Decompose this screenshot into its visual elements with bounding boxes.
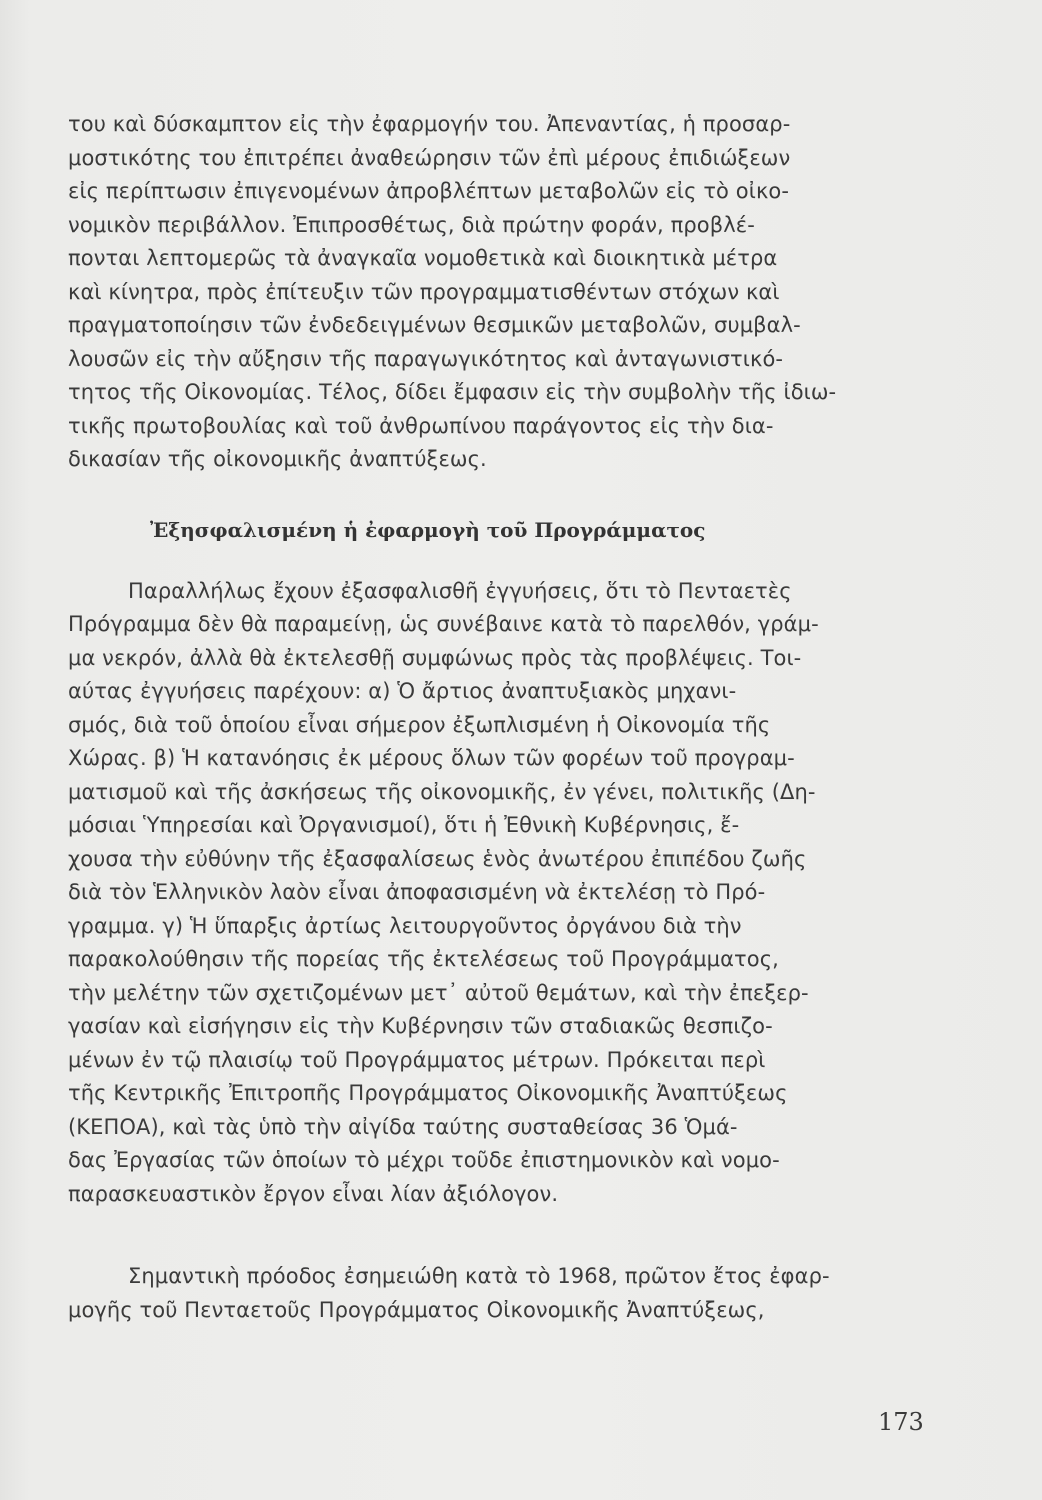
text-line: τῆς Κεντρικῆς Ἐπιτροπῆς Προγράμματος Οἰκονομικῆς Ἀναπτύξεως — [68, 1081, 788, 1105]
text-line: του καὶ δύσκαμπτον εἰς τὴν ἐφαρμογήν του. Ἀπεναντίας, ἡ προσαρ- — [68, 112, 791, 136]
section-heading: Ἐξησφαλισμένη ἡ ἐφαρμογὴ τοῦ Προγράμματος — [150, 517, 706, 542]
text-line: δικασίαν τῆς οἰκονομικῆς ἀναπτύξεως. — [68, 447, 487, 471]
text-line: πραγματοποίησιν τῶν ἐνδεδειγμένων θεσμικῶν μεταβολῶν, συμβαλ- — [68, 313, 801, 337]
text-line: Παραλλήλως ἔχουν ἐξασφαλισθῆ ἐγγυήσεις, ὅτι τὸ Πενταετὲς — [128, 578, 792, 603]
text-column — [68, 108, 924, 1327]
text-line: μένων ἐν τῷ πλαισίῳ τοῦ Προγράμματος μέτρων. Πρόκειται περὶ — [68, 1047, 766, 1072]
text-line: γασίαν καὶ εἰσήγησιν εἰς τὴν Κυβέρνησιν τῶν σταδιακῶς θεσπιζο- — [68, 1014, 773, 1038]
text-line: λουσῶν εἰς τὴν αὔξησιν τῆς παραγωγικότητος καὶ ἀνταγωνιστικό- — [68, 346, 784, 371]
text-line: Σημαντικὴ πρόοδος ἐσημειώθη κατὰ τὸ 1968, πρῶτον ἔτος ἐφαρ- — [128, 1264, 830, 1288]
paragraph-1 — [68, 108, 924, 477]
text-line: πονται λεπτομερῶς τὰ ἀναγκαῖα νομοθετικὰ καὶ διοικητικὰ μέτρα — [68, 246, 778, 270]
spacer — [68, 545, 924, 575]
text-line: παρακολούθησιν τῆς πορείας τῆς ἐκτελέσεως τοῦ Προγράμματος, — [68, 947, 779, 971]
text-line: Χώρας. β) Ἡ κατανόησις ἐκ μέρους ὅλων τῶν φορέων τοῦ προγραμ- — [68, 746, 795, 770]
text-line: τικῆς πρωτοβουλίας καὶ τοῦ ἀνθρωπίνου παράγοντος εἰς τὴν δια- — [68, 413, 774, 438]
page-number: 173 — [878, 1408, 924, 1436]
text-line: τὴν μελέτην τῶν σχετιζομένων μετ᾿ αὐτοῦ θεμάτων, καὶ τὴν ἐπεξερ- — [68, 980, 809, 1005]
text-line: καὶ κίνητρα, πρὸς ἐπίτευξιν τῶν προγραμματισθέντων στόχων καὶ — [68, 279, 780, 304]
text-line: μόσιαι Ὑπηρεσίαι καὶ Ὀργανισμοί), ὅτι ἡ Ἐθνικὴ Κυβέρνησις, ἔ- — [68, 813, 740, 837]
text-line: διὰ τὸν Ἑλληνικὸν λαὸν εἶναι ἀποφασισμένη νὰ ἐκτελέσῃ τὸ Πρό- — [68, 880, 766, 904]
paragraph-3 — [68, 1260, 924, 1327]
text-line: σμός, διὰ τοῦ ὁποίου εἶναι σήμερον ἐξωπλισμένη ἡ Οἰκονομία τῆς — [68, 712, 771, 737]
text-line: (ΚΕΠΟΑ), καὶ τὰς ὑπὸ τὴν αἰγίδα ταύτης συσταθείσας 36 Ὁμά- — [68, 1114, 738, 1139]
text-line: τητος τῆς Οἰκονομίας. Τέλος, δίδει ἔμφασιν εἰς τὴν συμβολὴν τῆς ἰδιω- — [68, 380, 837, 404]
text-line: αύτας ἐγγυήσεις παρέχουν: α) Ὁ ἄρτιος ἀναπτυξιακὸς μηχανι- — [68, 679, 737, 703]
text-line: ματισμοῦ καὶ τῆς ἀσκήσεως τῆς οἰκονομικῆς, ἐν γένει, πολιτικῆς (Δη- — [68, 779, 816, 804]
text-line: Πρόγραμμα δὲν θὰ παραμείνῃ, ὡς συνέβαινε κατὰ τὸ παρελθόν, γράμ- — [68, 612, 819, 636]
spacer — [68, 477, 924, 515]
text-line: μα νεκρόν, ἀλλὰ θὰ ἐκτελεσθῇ συμφώνως πρὸς τὰς προβλέψεις. Τοι- — [68, 645, 802, 670]
text-line: δας Ἐργασίας τῶν ὁποίων τὸ μέχρι τοῦδε ἐπιστημονικὸν καὶ νομο- — [68, 1148, 780, 1172]
text-line: εἰς περίπτωσιν ἐπιγενομένων ἀπροβλέπτων μεταβολῶν εἰς τὸ οἰκο- — [68, 179, 790, 203]
text-line: μοστικότης του ἐπιτρέπει ἀναθεώρησιν τῶν ἐπὶ μέρους ἐπιδιώξεων — [68, 145, 791, 170]
text-line: νομικὸν περιβάλλον. Ἐπιπροσθέτως, διὰ πρώτην φοράν, προβλέ- — [68, 212, 755, 237]
text-line: γραμμα. γ) Ἡ ὕπαρξις ἀρτίως λειτουργοῦντος ὀργάνου διὰ τὴν — [68, 913, 742, 938]
text-line: μογῆς τοῦ Πενταετοῦς Προγράμματος Οἰκονομικῆς Ἀναπτύξεως, — [68, 1297, 765, 1322]
text-line: παρασκευαστικὸν ἔργον εἶναι λίαν ἀξιόλογον. — [68, 1181, 559, 1206]
paragraph-2 — [68, 575, 924, 1212]
text-line: χουσα τὴν εὐθύνην τῆς ἐξασφαλίσεως ἑνὸς ἀνωτέρου ἐπιπέδου ζωῆς — [68, 846, 807, 871]
spacer — [68, 1211, 924, 1260]
